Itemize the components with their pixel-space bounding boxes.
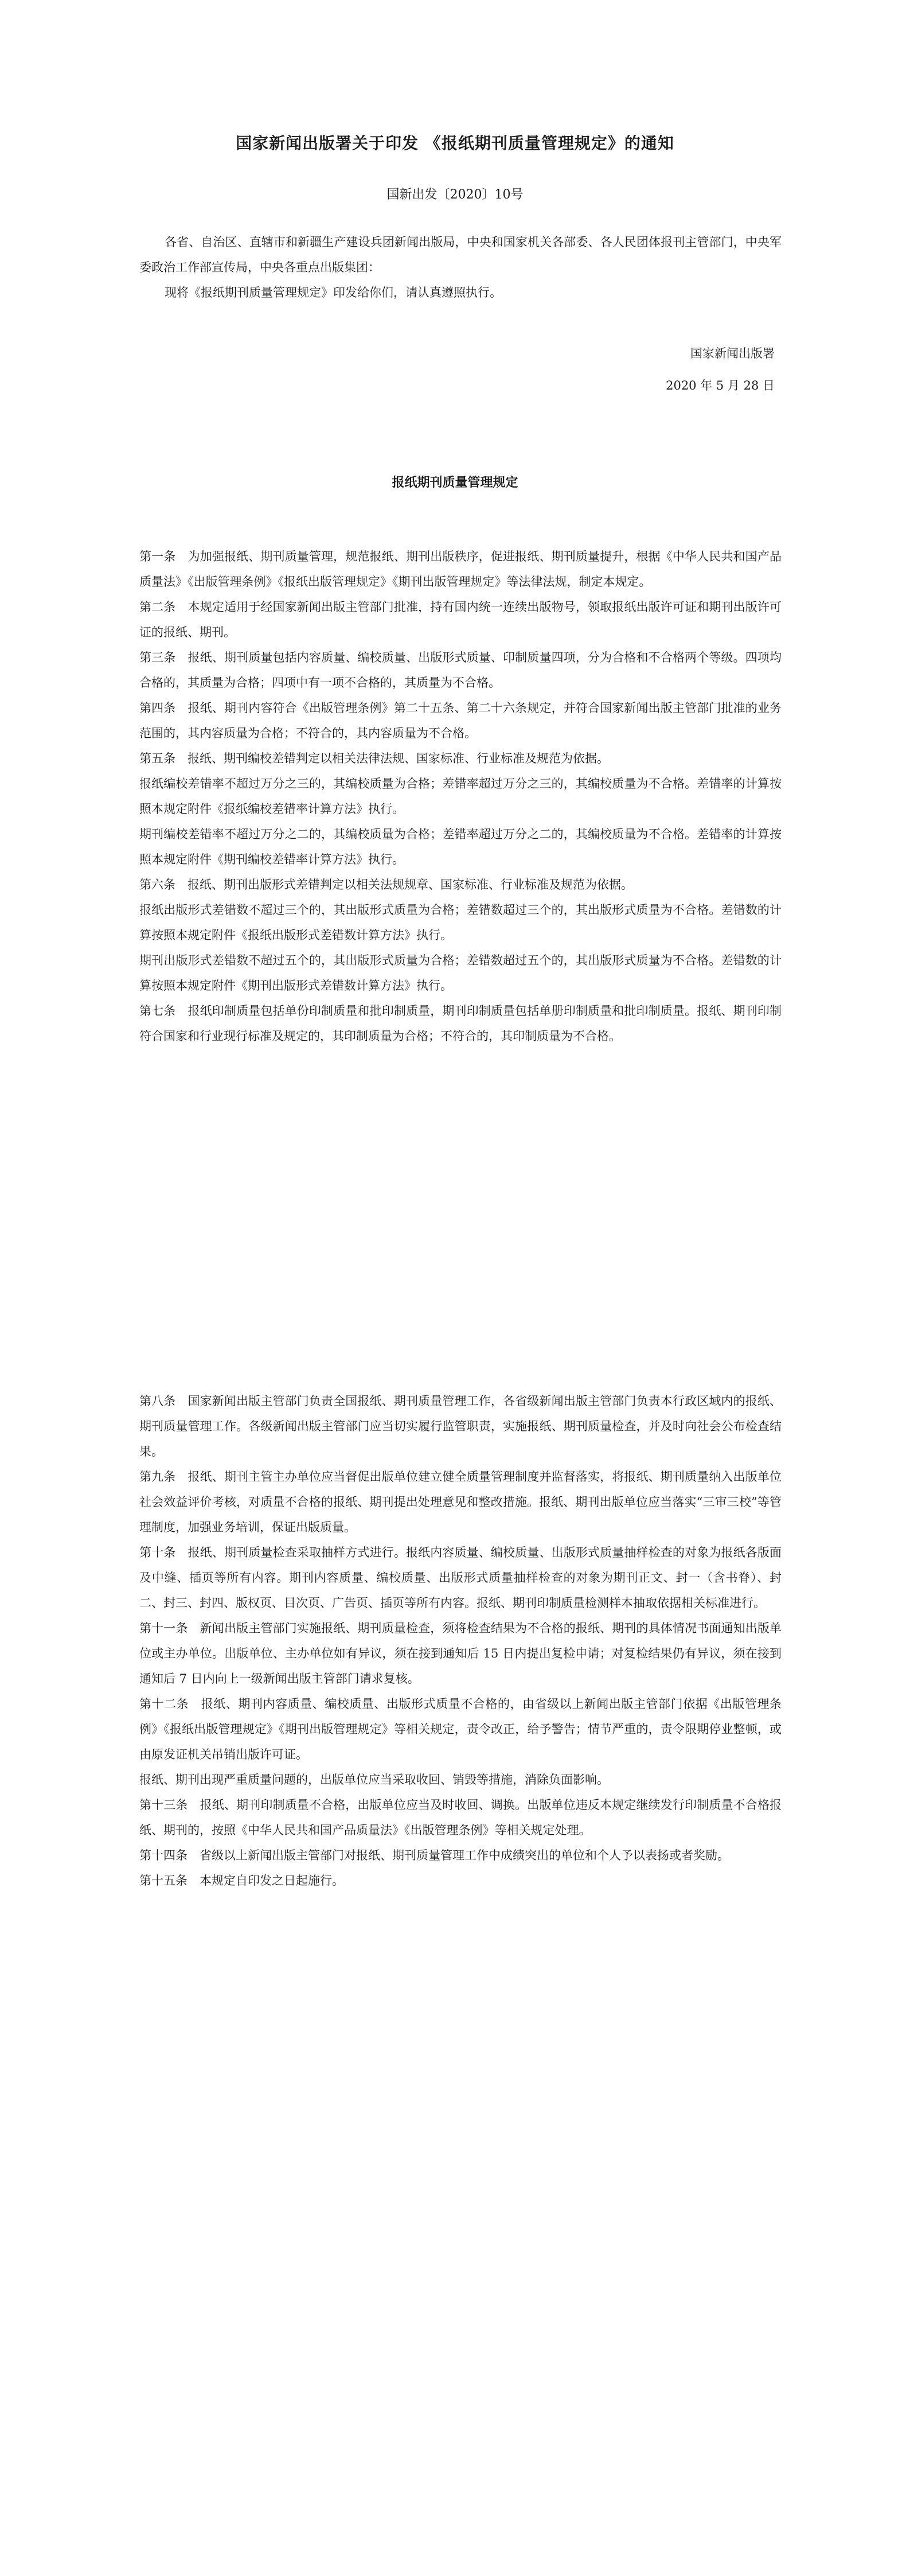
article-paragraph: 第十二条 报纸、期刊内容质量、编校质量、出版形式质量不合格的，由省级以上新闻出版主管部门依据《出版管理条例》《报纸出版管理规定》《期刊出版管理规定》等相关规定，责令改正，给予警告；情节严重的，责令限期停业整顿，或由原发证机关吊销出版许可证。 — [139, 1697, 782, 1761]
document-number: 国新出发〔2020〕10号 — [386, 188, 524, 202]
article-paragraph: 第十四条 省级以上新闻出版主管部门对报纸、期刊质量管理工作中成绩突出的单位和个人予以表扬或者奖励。 — [139, 1849, 729, 1862]
article-paragraph: 期刊出版形式差错数不超过五个的，其出版形式质量为合格；差错数超过五个的，其出版形式质量为不合格。差错数的计算按照本规定附件《期刊出版形式差错数计算方法》执行。 — [139, 954, 782, 993]
regulation-articles-part2 — [139, 1388, 782, 1893]
article-paragraph: 第十条 报纸、期刊质量检查采取抽样方式进行。报纸内容质量、编校质量、出版形式质量抽样检查的对象为报纸各版面及中缝、插页等所有内容。期刊内容质量、编校质量、出版形式质量抽样检查的对象为期刊正文、封一（含书脊）、封二、封三、封四、版权页、目次页、广告页、插页等所有内容。报纸、期刊印制质量检测样本抽取依据相关标准进行。 — [139, 1546, 782, 1610]
article-paragraph: 第三条 报纸、期刊质量包括内容质量、编校质量、出版形式质量、印制质量四项，分为合格和不合格两个等级。四项均合格的，其质量为合格；四项中有一项不合格的，其质量为不合格。 — [139, 651, 782, 690]
article-paragraph: 第八条 国家新闻出版主管部门负责全国报纸、期刊质量管理工作，各省级新闻出版主管部门负责本行政区域内的报纸、期刊质量管理工作。各级新闻出版主管部门应当切实履行监管职责，实施报纸、期刊质量检查，并及时向社会公布检查结果。 — [139, 1394, 782, 1458]
article-paragraph: 第九条 报纸、期刊主管主办单位应当督促出版单位建立健全质量管理制度并监督落实，将报纸、期刊质量纳入出版单位社会效益评价考核，对质量不合格的报纸、期刊提出处理意见和整改措施。报纸、期刊出版单位应当落实“三审三校”等管理制度，加强业务培训，保证出版质量。 — [139, 1470, 782, 1534]
article-paragraph: 第一条 为加强报纸、期刊质量管理，规范报纸、期刊出版秩序，促进报纸、期刊质量提升，根据《中华人民共和国产品质量法》《出版管理条例》《报纸出版管理规定》《期刊出版管理规定》等法律法规，制定本规定。 — [139, 550, 782, 589]
regulation-title: 报纸期刊质量管理规定 — [392, 476, 518, 490]
issue-date: 2020 年 5 月 28 日 — [666, 379, 775, 392]
regulation-articles-part1 — [139, 544, 782, 1049]
notice-body-paragraph: 现将《报纸期刊质量管理规定》印发给你们，请认真遵照执行。 — [165, 286, 502, 299]
article-paragraph: 第六条 报纸、期刊出版形式差错判定以相关法规规章、国家标准、行业标准及规范为依据。 — [139, 878, 633, 892]
article-paragraph: 第十五条 本规定自印发之日起施行。 — [139, 1874, 344, 1888]
signer: 国家新闻出版署 — [690, 347, 775, 360]
article-paragraph: 第七条 报纸印制质量包括单份印制质量和批印制质量，期刊印制质量包括单册印制质量和批印制质量。报纸、期刊印制符合国家和行业现行标准及规定的，其印制质量为合格；不符合的，其印制质量为不合格。 — [139, 1004, 782, 1043]
recipients-paragraph: 各省、自治区、直辖市和新疆生产建设兵团新闻出版局，中央和国家机关各部委、各人民团体报刊主管部门，中央军委政治工作部宣传局，中央各重点出版集团： — [139, 235, 782, 274]
article-paragraph: 第十一条 新闻出版主管部门实施报纸、期刊质量检查，须将检查结果为不合格的报纸、期刊的具体情况书面通知出版单位或主办单位。出版单位、主办单位如有异议，须在接到通知后 15 日内提出复检申请；对复检结果仍有异议，须在接到通知后 7 日内向上一级新闻出版主管部门请求复核。 — [139, 1621, 782, 1686]
article-paragraph: 报纸、期刊出现严重质量问题的，出版单位应当采取收回、销毁等措施，消除负面影响。 — [139, 1773, 609, 1787]
article-paragraph: 第十三条 报纸、期刊印制质量不合格，出版单位应当及时收回、调换。出版单位违反本规定继续发行印制质量不合格报纸、期刊的，按照《中华人民共和国产品质量法》《出版管理条例》等相关规定处理。 — [139, 1798, 782, 1837]
notice-title: 国家新闻出版署关于印发 《报纸期刊质量管理规定》的通知 — [236, 134, 674, 153]
article-paragraph: 报纸出版形式差错数不超过三个的，其出版形式质量为合格；差错数超过三个的，其出版形式质量为不合格。差错数的计算按照本规定附件《报纸出版形式差错数计算方法》执行。 — [139, 903, 782, 942]
article-paragraph: 报纸编校差错率不超过万分之三的，其编校质量为合格；差错率超过万分之三的，其编校质量为不合格。差错率的计算按照本规定附件《报纸编校差错率计算方法》执行。 — [139, 777, 782, 816]
article-paragraph: 第二条 本规定适用于经国家新闻出版主管部门批准，持有国内统一连续出版物号，领取报纸出版许可证和期刊出版许可证的报纸、期刊。 — [139, 600, 782, 639]
article-paragraph: 第五条 报纸、期刊编校差错判定以相关法律法规、国家标准、行业标准及规范为依据。 — [139, 752, 609, 765]
article-paragraph: 第四条 报纸、期刊内容符合《出版管理条例》第二十五条、第二十六条规定，并符合国家新闻出版主管部门批准的业务范围的，其内容质量为合格；不符合的，其内容质量为不合格。 — [139, 701, 782, 740]
article-paragraph: 期刊编校差错率不超过万分之二的，其编校质量为合格；差错率超过万分之二的，其编校质量为不合格。差错率的计算按照本规定附件《期刊编校差错率计算方法》执行。 — [139, 827, 782, 866]
